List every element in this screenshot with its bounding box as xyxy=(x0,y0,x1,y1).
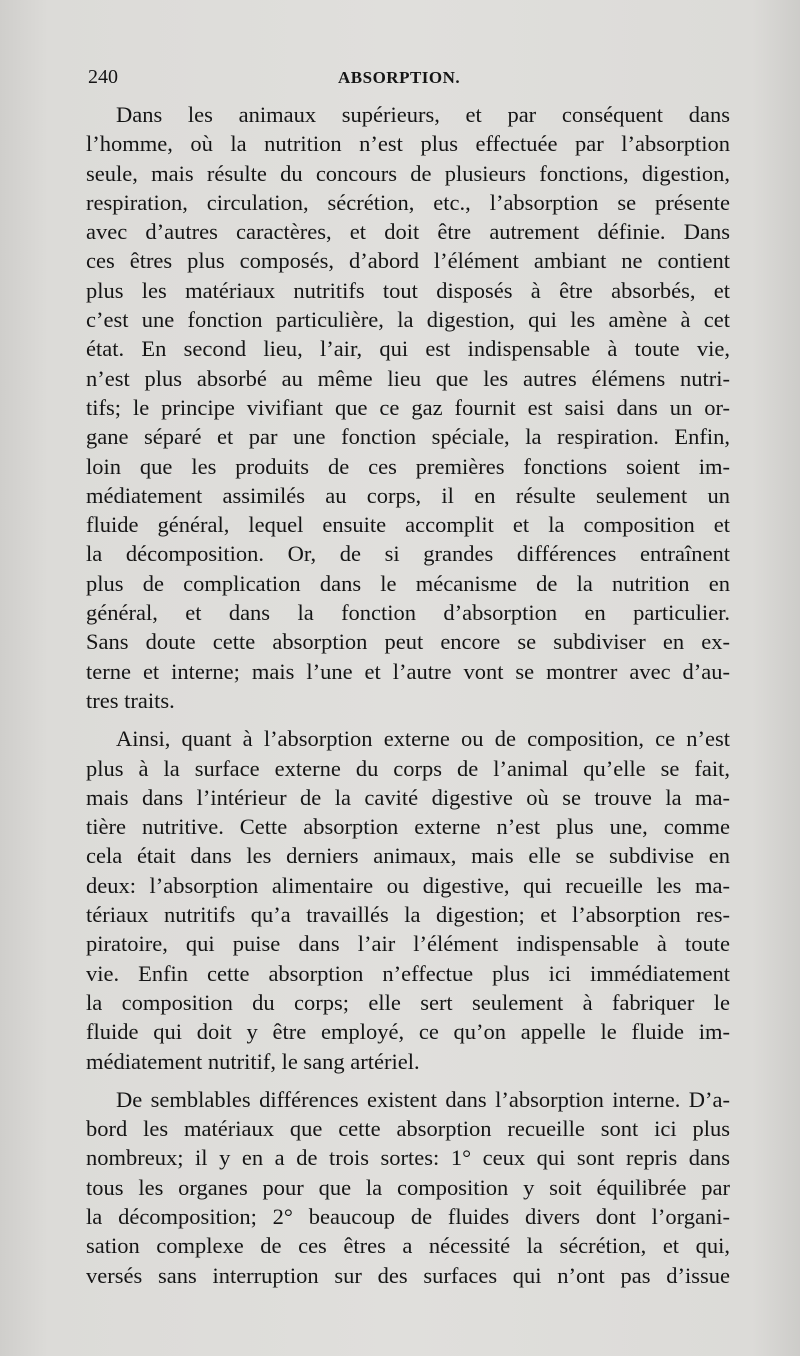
text-line: terne et interne; mais l’une et l’autre vont se montrer avec d’au- xyxy=(86,658,730,684)
text-line: avec d’autres caractères, et doit être autrement définie. Dans xyxy=(86,219,730,245)
text-line: versés sans interruption sur des surfaces qui n’ont pas d’issue xyxy=(86,1262,730,1288)
text-line: tifs; le principe vivifiant que ce gaz fournit est saisi dans un or- xyxy=(86,394,730,420)
running-head: ABSORPTION. xyxy=(338,68,461,87)
text-line: tière nutritive. Cette absorption externe n’est plus une, comme xyxy=(86,814,730,840)
text-line: loin que les produits de ces premières fonctions soient im- xyxy=(86,453,730,479)
text-line: tres traits. xyxy=(86,687,175,713)
text-line: la décomposition. Or, de si grandes différences entraînent xyxy=(86,541,730,567)
text-line: vie. Enfin cette absorption n’effectue plus ici immédiatement xyxy=(86,960,730,986)
text-line: gane séparé et par une fonction spéciale, la respiration. Enfin, xyxy=(86,424,730,450)
paragraph-1 xyxy=(86,100,730,715)
page-number: 240 xyxy=(88,66,118,88)
text-line: sation complexe de ces êtres a nécessité la sécrétion, et qui, xyxy=(86,1233,730,1259)
text-line: mais dans l’intérieur de la cavité digestive où se trouve la ma- xyxy=(86,784,730,810)
text-line: médiatement assimilés au corps, il en résulte seulement un xyxy=(86,482,730,508)
text-line: respiration, circulation, sécrétion, etc., l’absorption se présente xyxy=(86,189,730,215)
text-line: plus les matériaux nutritifs tout disposés à être absorbés, et xyxy=(86,277,730,303)
text-line: tous les organes pour que la composition y soit équilibrée par xyxy=(86,1174,730,1200)
text-line: seule, mais résulte du concours de plusieurs fonctions, digestion, xyxy=(86,160,730,186)
page-header xyxy=(88,66,728,94)
text-line: bord les matériaux que cette absorption recueille sont ici plus xyxy=(86,1116,730,1142)
text-line: Sans doute cette absorption peut encore se subdiviser en ex- xyxy=(86,629,730,655)
text-line: général, et dans la fonction d’absorption en particulier. xyxy=(86,600,730,626)
text-line: ces êtres plus composés, d’abord l’élément ambiant ne contient xyxy=(86,248,730,274)
text-line: fluide qui doit y être employé, ce qu’on appelle le fluide im- xyxy=(86,1019,730,1045)
text-line: médiatement nutritif, le sang artériel. xyxy=(86,1048,420,1074)
text-line: plus de complication dans le mécanisme de la nutrition en xyxy=(86,570,730,596)
text-line: plus à la surface externe du corps de l’animal qu’elle se fait, xyxy=(86,755,730,781)
text-line: cela était dans les derniers animaux, mais elle se subdivise en xyxy=(86,843,730,869)
text-line: Ainsi, quant à l’absorption externe ou de composition, ce n’est xyxy=(116,726,730,752)
text-line: c’est une fonction particulière, la digestion, qui les amène à cet xyxy=(86,307,730,333)
text-line: tériaux nutritifs qu’a travaillés la digestion; et l’absorption res- xyxy=(86,902,730,928)
paragraph-2 xyxy=(86,724,730,1076)
text-line: état. En second lieu, l’air, qui est indispensable à toute vie, xyxy=(86,336,730,362)
text-line: piratoire, qui puise dans l’air l’élément indispensable à toute xyxy=(86,931,730,957)
text-line: deux: l’absorption alimentaire ou digestive, qui recueille les ma- xyxy=(86,872,730,898)
text-line: l’homme, où la nutrition n’est plus effectuée par l’absorption xyxy=(86,131,730,157)
text-line: De semblables différences existent dans l’absorption interne. D’a- xyxy=(116,1086,730,1112)
body-text xyxy=(86,100,730,1290)
text-line: la décomposition; 2° beaucoup de fluides divers dont l’organi- xyxy=(86,1203,730,1229)
text-line: fluide général, lequel ensuite accomplit et la composition et xyxy=(86,512,730,538)
text-line: nombreux; il y en a de trois sortes: 1° ceux qui sont repris dans xyxy=(86,1145,730,1171)
text-line: Dans les animaux supérieurs, et par conséquent dans xyxy=(116,102,730,127)
text-line: la composition du corps; elle sert seulement à fabriquer le xyxy=(86,989,730,1015)
text-line: n’est plus absorbé au même lieu que les autres élémens nutri- xyxy=(86,365,730,391)
paragraph-3 xyxy=(86,1085,730,1290)
